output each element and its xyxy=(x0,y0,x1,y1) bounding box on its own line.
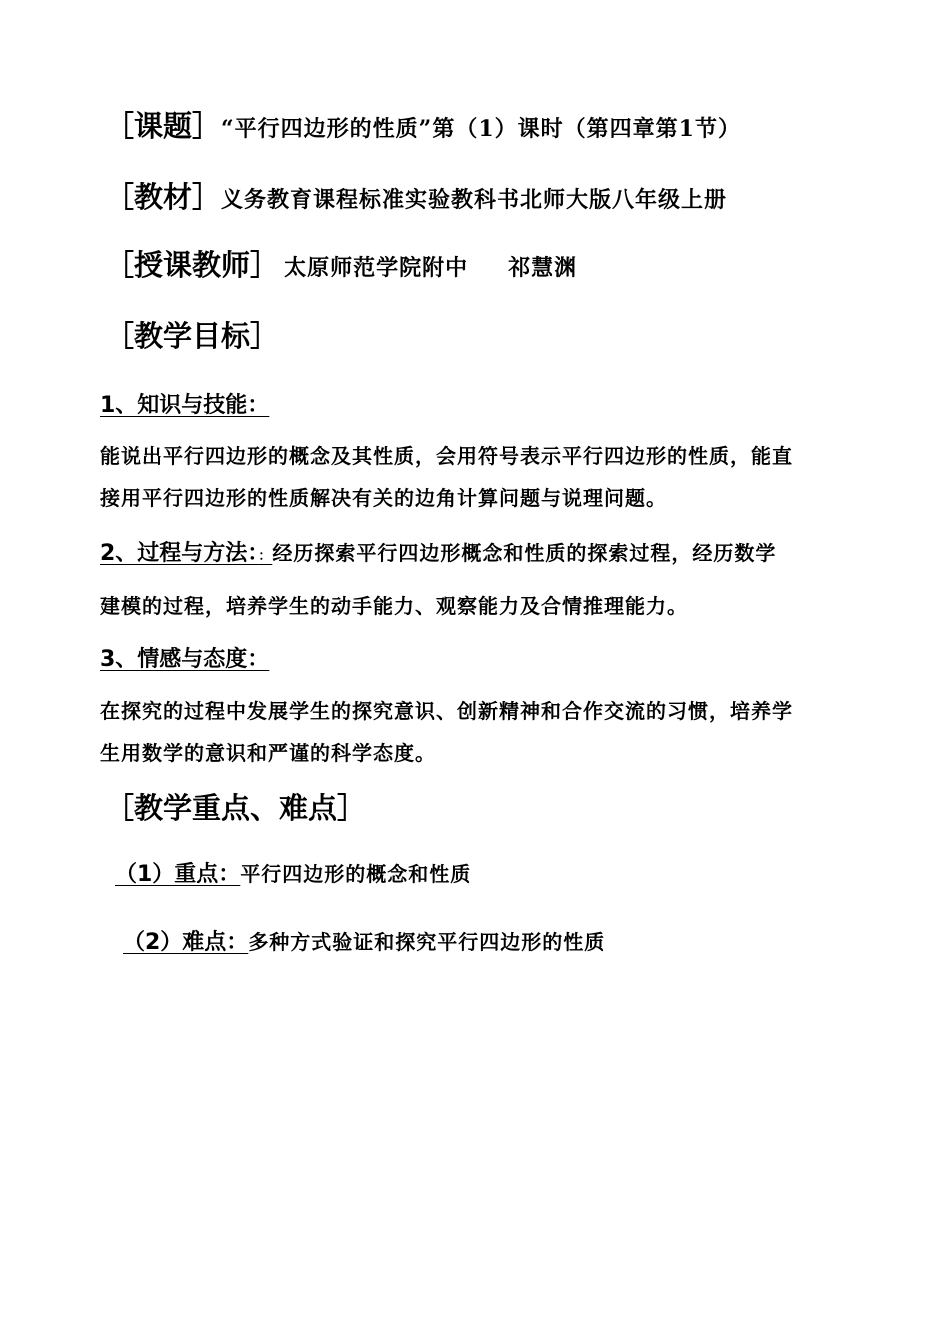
process-colon: ： xyxy=(258,549,273,564)
knowledge-text-line-2: 接用平行四边形的性质解决有关的边角计算问题与说理问题。 xyxy=(100,486,667,510)
emotion-heading: 3、情感与态度： xyxy=(100,647,270,672)
textbook-line xyxy=(105,175,727,216)
textbook-text: 义务教育课程标准实验教科书北师大版八年级上册 xyxy=(221,187,728,213)
teacher-name: 祁慧渊 xyxy=(508,255,578,281)
emotion-text-line-2: 生用数学的意识和严谨的科学态度。 xyxy=(100,741,436,765)
teacher-label: ［授课教师］ xyxy=(105,248,280,282)
process-text-line-2: 建模的过程，培养学生的动手能力、观察能力及合情推理能力。 xyxy=(100,594,688,618)
emotion-text-line-1: 在探究的过程中发展学生的探究意识、创新精神和合作交流的习惯，培养学 xyxy=(100,699,793,723)
difficult-point-line xyxy=(123,925,605,956)
key-point-text: 平行四边形的概念和性质 xyxy=(240,862,472,886)
key-points-heading: ［教学重点、难点］ xyxy=(105,791,367,825)
topic-text: “平行四边形的性质”第（1）课时（第四章第1节） xyxy=(221,116,741,142)
knowledge-heading: 1、知识与技能： xyxy=(100,393,270,418)
knowledge-text-line-1: 能说出平行四边形的概念及其性质，会用符号表示平行四边形的性质，能直 xyxy=(100,444,793,468)
textbook-label: ［教材］ xyxy=(105,180,222,214)
difficult-point-text: 多种方式验证和探究平行四边形的性质 xyxy=(248,930,606,954)
key-point-line xyxy=(115,857,471,888)
process-line xyxy=(100,536,776,567)
teacher-line xyxy=(105,243,577,284)
topic-label: ［课题］ xyxy=(105,109,222,143)
goals-heading: ［教学目标］ xyxy=(105,319,280,353)
key-point-heading: （1）重点： xyxy=(115,862,241,887)
topic-line xyxy=(105,104,741,145)
process-heading: 2、过程与方法： xyxy=(100,541,259,566)
teacher-school: 太原师范学院附中 xyxy=(284,255,469,281)
process-text-line-1: 经历探索平行四边形概念和性质的探索过程，经历数学 xyxy=(272,541,777,565)
difficult-point-heading: （2）难点： xyxy=(123,930,249,955)
